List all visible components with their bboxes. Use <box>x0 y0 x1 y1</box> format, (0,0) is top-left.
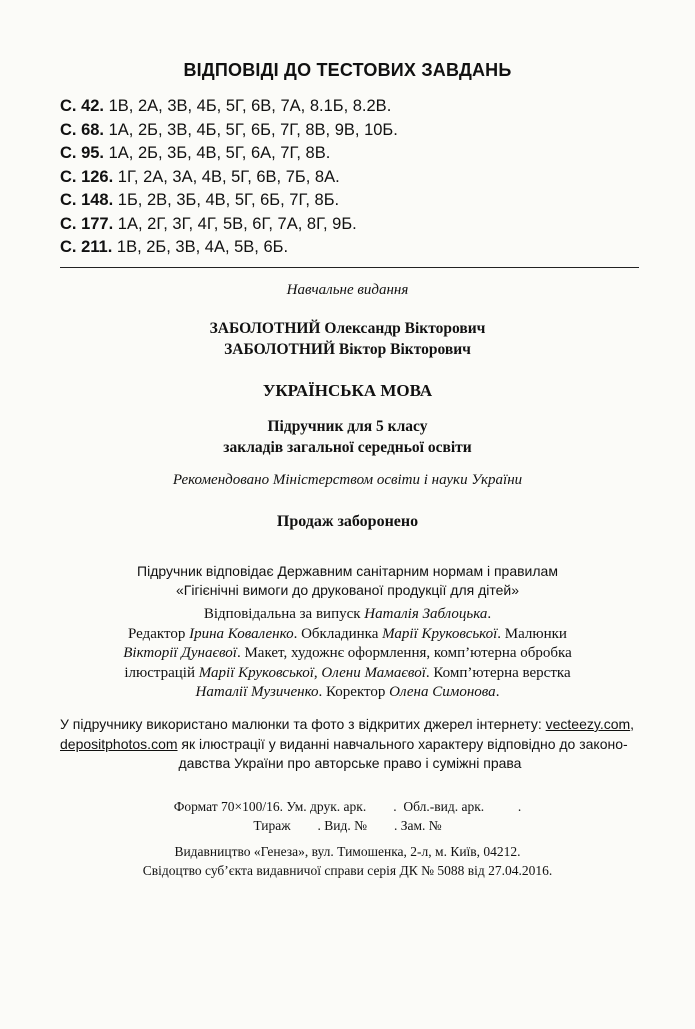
notice-line: давства України про авторське право і суміжні права <box>178 755 522 771</box>
not-for-sale: Продаж заборонено <box>276 513 419 530</box>
book-subtitle <box>0 416 695 458</box>
person-name: Олени Мамаєвої <box>321 664 426 681</box>
person-name: Марії Круковської <box>198 664 314 681</box>
answer-page: С. 42. <box>60 97 105 115</box>
sanitary-line-1: Підручник відповідає Державним санітарним нормам і правилам <box>137 563 558 579</box>
divider <box>60 267 639 268</box>
source-link-depositphotos[interactable]: depositphotos.com <box>60 735 178 752</box>
format-line-1: Формат 70×100/16. Ум. друк. арк. . Обл.-вид. арк. . <box>173 799 522 814</box>
image-sources-notice <box>60 715 640 774</box>
answer-page: С. 126. <box>60 167 114 186</box>
answer-text: 1А, 2Б, 3В, 4Б, 5Г, 6Б, 7Г, 8В, 9В, 10Б. <box>108 120 398 139</box>
author-1: ЗАБОЛОТНИЙ Олександр Вікторович <box>209 320 486 337</box>
answers-list <box>60 95 660 260</box>
credits-line <box>0 625 695 645</box>
answer-page: С. 95. <box>60 144 105 162</box>
answer-text: 1Б, 2В, 3Б, 4В, 5Г, 6Б, 7Г, 8Б. <box>117 191 340 209</box>
answer-page: С. 211. <box>60 238 113 256</box>
person-name: Наталія Заблоцька <box>364 606 488 622</box>
credits-text: Редактор <box>128 625 190 642</box>
answer-row <box>60 213 660 237</box>
credits-line <box>0 683 695 703</box>
notice-text: , <box>630 716 635 732</box>
answer-row <box>60 189 660 213</box>
credits-text: . Комп’ютерна верстка <box>425 664 571 681</box>
publisher-line-1: Видавництво «Генеза», вул. Тимошенка, 2-л, м. Київ, 04212. <box>174 844 521 859</box>
publisher-info <box>0 842 695 880</box>
answer-page: С. 68. <box>60 120 105 139</box>
answer-text: 1А, 2Б, 3Б, 4В, 5Г, 6А, 7Г, 8В. <box>108 144 331 162</box>
sanitary-line-2: «Гігієнічні вимоги до друкованої продукції для дітей» <box>175 582 520 598</box>
credits-text: . <box>495 684 500 700</box>
notice-text: У підручнику використано малюнки та фото з відкритих джерел інтернету: <box>60 716 546 732</box>
answer-row <box>60 166 660 190</box>
credits-text: Відповідальна за випуск <box>203 606 365 622</box>
answer-text: 1В, 2Б, 3В, 4А, 5В, 6Б. <box>116 238 289 256</box>
credits-line <box>0 644 695 664</box>
publisher-line-2: Свідоцтво суб’єкта видавничої справи серія ДК № 5088 від 27.04.2016. <box>142 863 553 878</box>
answer-page: С. 177. <box>60 214 114 233</box>
credits-text: . Макет, художнє оформлення, комп’ютерна обробка <box>236 645 572 661</box>
subtitle-line-2: закладів загальної середньої освіти <box>223 439 472 456</box>
credits <box>0 605 695 703</box>
notice-line <box>60 735 640 755</box>
person-name: Ірина Коваленко <box>189 625 294 642</box>
edition-type: Навчальне видання <box>286 282 409 298</box>
answer-text: 1Г, 2А, 3А, 4В, 5Г, 6В, 7Б, 8А. <box>117 167 340 186</box>
person-name: Марії Круковської <box>382 625 498 642</box>
credits-text: ілюстрацій <box>124 664 199 681</box>
source-link-vecteezy[interactable]: vecteezy.com <box>545 716 631 732</box>
answer-page: С. 148. <box>60 191 114 209</box>
sanitary-statement <box>0 562 695 600</box>
credits-line <box>0 664 695 684</box>
person-name: Наталії Музиченко <box>195 684 319 700</box>
answer-row <box>60 95 660 119</box>
subtitle-line-1: Підручник для 5 класу <box>267 418 428 435</box>
credits-text: . Малюнки <box>497 625 567 642</box>
print-format <box>0 797 695 835</box>
credits-text: . <box>487 606 492 622</box>
person-name: Вікторії Дунаєвої <box>123 645 237 661</box>
person-name: Олена Симонова <box>389 684 496 700</box>
notice-text: як ілюстрації у виданні навчального характеру відповідно до законо- <box>177 735 628 752</box>
format-line-2: Тираж . Вид. № . Зам. № <box>253 818 442 833</box>
book-title: УКРАЇНСЬКА МОВА <box>262 381 433 400</box>
credits-text: . Коректор <box>318 684 390 700</box>
answer-row <box>60 142 660 166</box>
answer-row <box>60 119 660 143</box>
credits-text: . Обкладинка <box>293 625 383 642</box>
credits-text: , <box>313 664 322 681</box>
notice-line <box>60 715 640 735</box>
credits-line <box>0 605 695 625</box>
recommendation: Рекомендовано Міністерством освіти і науки України <box>172 472 523 488</box>
author-2: ЗАБОЛОТНИЙ Віктор Вікторович <box>224 341 471 358</box>
answer-text: 1А, 2Г, 3Г, 4Г, 5В, 6Г, 7А, 8Г, 9Б. <box>117 214 357 233</box>
answer-row <box>60 236 660 260</box>
answer-text: 1В, 2А, 3В, 4Б, 5Г, 6В, 7А, 8.1Б, 8.2В. <box>108 97 392 115</box>
answers-heading: ВІДПОВІДІ ДО ТЕСТОВИХ ЗАВДАНЬ <box>183 60 512 80</box>
authors <box>0 318 695 360</box>
